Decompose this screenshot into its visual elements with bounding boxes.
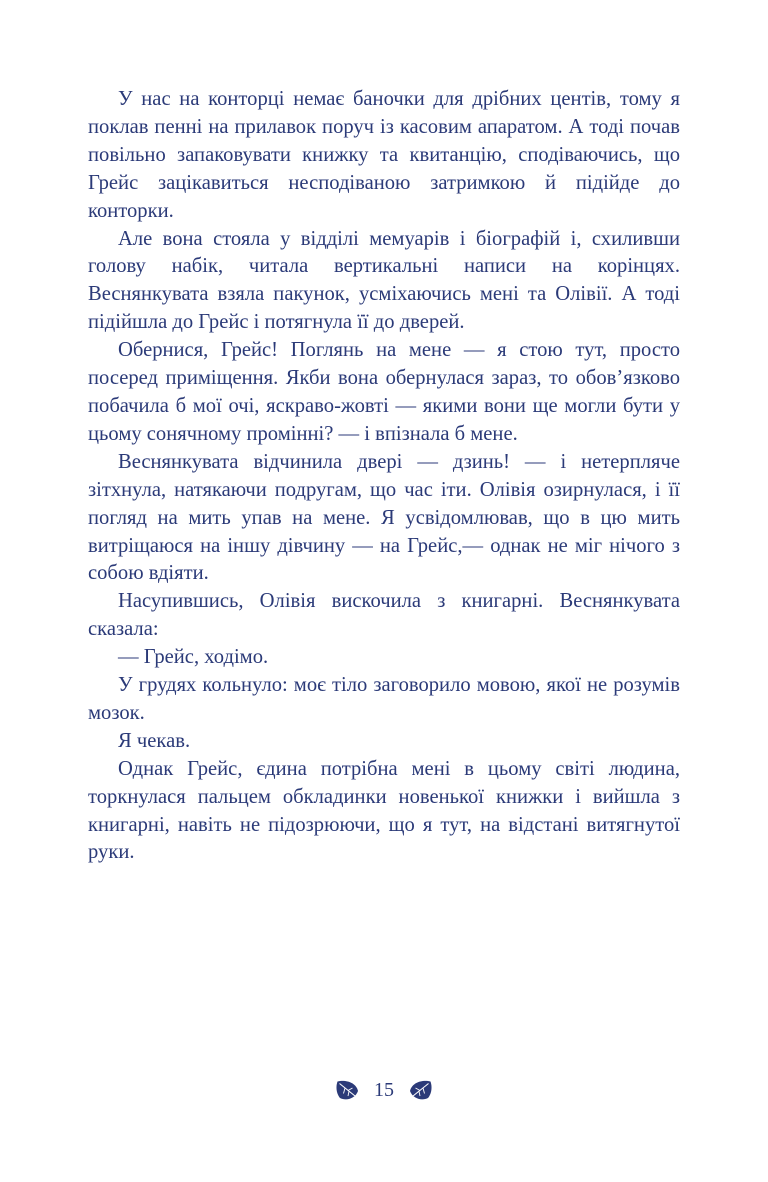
paragraph: У нас на конторці немає баночки для дрібних центів, тому я поклав пенні на прилавок поруч із касовим апаратом. А тоді почав повільно запаковувати книжку та квитанцію, сподіваючись, що Грейс зацікавиться несподіваною затримкою й підійде до конторки. [88,88,680,222]
page-footer [0,1078,768,1102]
leaf-icon [336,1079,360,1101]
paragraph: Я чекав. [118,729,191,752]
paragraph: Але вона стояла у відділі мемуарів і біографій і, схиливши голову набік, читала вертикальні написи на корінцях. Веснянкувата взяла пакунок, усміхаючись мені та Олівії. А тоді підійшла до Грейс і потягнула її до дверей. [88,227,680,334]
dialogue-line: — Грейс, ходімо. [118,646,269,669]
paragraph: Веснянкувата відчинила двері — дзинь! — і нетерпляче зітхнула, натякаючи подругам, що час іти. Олівія озирнулася, і її погляд на мить упав на мене. Я усвідомлював, що в цю мить витріщаюся на іншу дівчину — на Грейс,— однак не міг нічого з собою вдіяти. [88,450,680,585]
paragraph: Однак Грейс, єдина потрібна мені в цьому світі людина, торкнулася пальцем обкладинки новенької книжки і вийшла з книгарні, навіть не підозрюючи, що я тут, на відстані витягнутої руки. [88,757,680,864]
paragraph: Насупившись, Олівія вискочила з книгарні. Веснянкувата сказала: [88,590,680,641]
book-page-text [88,86,680,867]
paragraph: Обернися, Грейс! Поглянь на мене — я стою тут, просто посеред приміщення. Якби вона обернулася зараз, то обов’язково побачила б мої очі, яскраво-жовті — якими вони ще могли бути у цьому сонячному промінні? — і впізнала б мене. [88,339,680,445]
page-number: 15 [374,1079,394,1101]
leaf-icon [408,1079,432,1101]
paragraph: У грудях кольнуло: моє тіло заговорило мовою, якої не розумів мозок. [88,674,680,724]
